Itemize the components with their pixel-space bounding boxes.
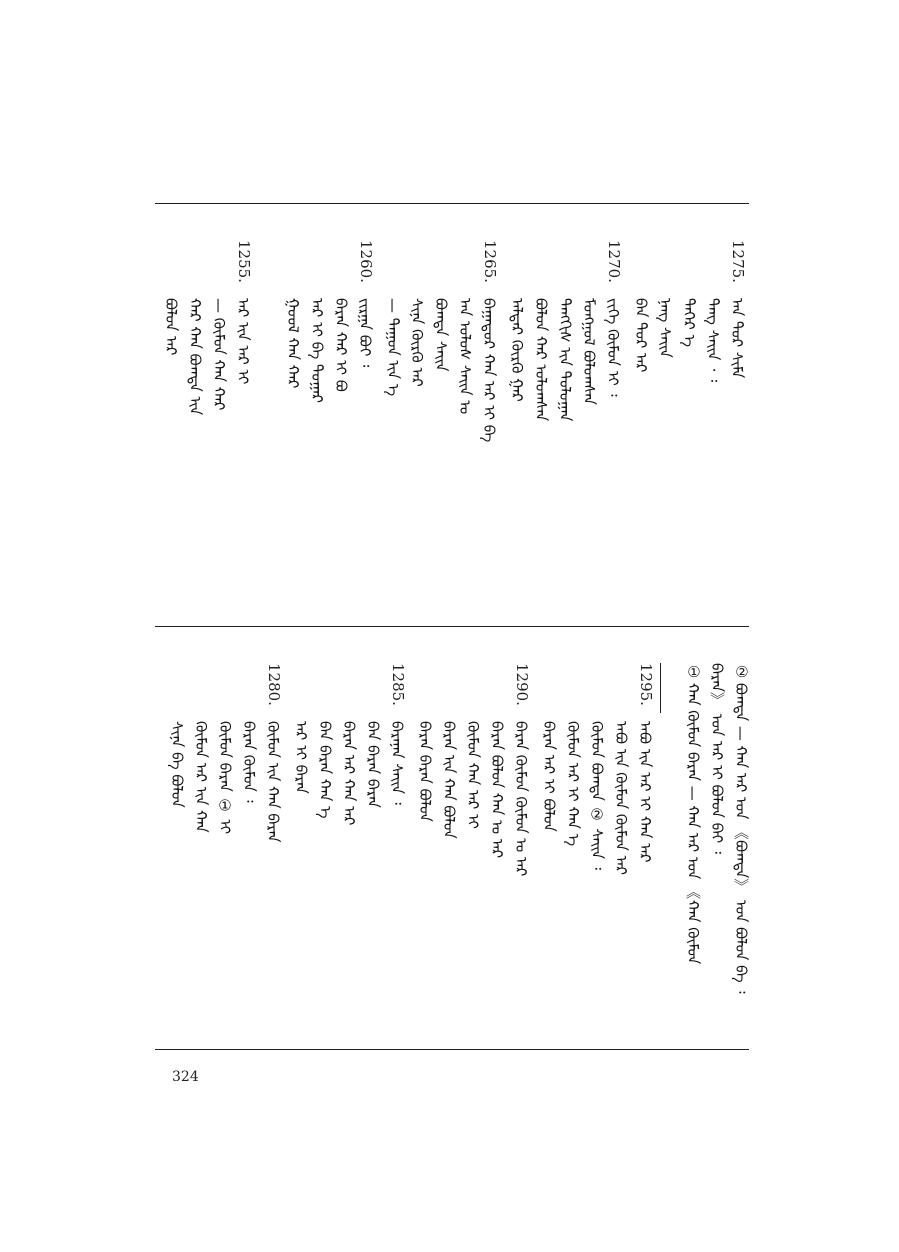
verse-text: ᠠᠷ ᠢᠨ ᠠᠷ ᠢ [234,298,252,385]
page-number: 324 [172,1069,199,1085]
verse-column [405,240,427,600]
footnote-column [681,663,703,1023]
verse-column [361,663,383,1023]
verse-text: ᠠᠨ ᠳᠤᠷ ᠰᠢᠮᠡ [728,298,746,379]
footnote-column [729,663,751,1023]
verse-text: ᠪᠣᠭᠳᠠ ᠰᠠᠢᠨ [432,298,450,372]
verse-text: ᠪᠠᠷᠠᠨ ᠬᠦᠮᠦᠨ ᠬᠦᠮᠦᠨ ᠤ ᠠᠷ [512,721,530,877]
verse-text: ᠠᠷ ᠢ ᠪᠠ ᠳᠤᠭᠠᠷ [308,298,326,403]
verse-column [437,663,459,1023]
verse-column [477,240,499,600]
verse-column [337,663,359,1023]
verse-text: ᠪᠠᠷᠠᠨ ᠠᠷ ᠢ ᠪᠣᠯᠣᠨ [540,721,558,832]
verse-column [609,663,631,1023]
verse-column [601,240,623,600]
verse-text: ᠰᠢᠨᠡ ᠬᠦᠷᠬᠦ ᠠᠷ [408,298,426,387]
verse-column [313,663,335,1023]
verse-text: ᠪᠣᠯᠣᠨ ᠬᠠᠷ ᠤᠯᠤᠭᠰᠠᠨ [532,298,550,422]
line-number: 1270. [605,240,623,283]
verse-column [585,663,607,1023]
verse-text: ᠭᠣᠣᠯ ᠬᠠᠨ ᠬᠠᠷ [284,298,302,389]
verse-text: ᠪᠠᠷᠠᠨ ᠬᠦᠮᠦᠨ ᠄ [240,721,258,803]
verse-column [633,663,655,1023]
verse-column [577,240,599,600]
footnote-text: ᠪᠣᠭᠳᠠ — ᠬᠠᠨ ᠠᠷ ᠤᠨ 《ᠪᠣᠭᠳᠠ》 ᠤᠨ ᠪᠣᠯᠣᠨ ᠪᠡ ᠄ [732,683,750,994]
verse-text: ᠪᠠᠷᠠᠨ ᠢᠨ ᠬᠠᠨ ᠪᠣᠯᠣᠨ [440,721,458,839]
verse-column [725,240,747,600]
verse-text: ᠬᠦᠮᠦᠨ ᠠᠷ ᠢᠨ ᠬᠠᠨ [192,721,210,833]
verse-column [453,240,475,600]
bottom-text-panel [155,627,749,1048]
verse-column [189,663,211,1023]
footnote-marker: ① [685,663,703,681]
verse-column [561,663,583,1023]
verse-text: ᠠᠯᠳᠠᠷ ᠬᠦᠷᠬᠦ ᠭᠠᠷ [508,298,526,402]
verse-column [237,663,259,1023]
verse-column [385,663,407,1023]
line-number: 1275. [729,240,747,283]
verse-text: ᠵᠢᠷᠭᠠ ᠪᠤᠢ ᠄ [356,298,374,368]
verse-text: ᠠᠪᠤ ᠢᠨ ᠬᠦᠮᠦᠨ ᠬᠦᠮᠦᠨ ᠠᠷ [612,721,630,875]
verse-column [381,240,403,600]
bottom-rule [155,1049,749,1050]
verse-text: ᠰᠢᠨᠡ ᠪᠠ ᠪᠣᠯᠣᠨ [168,721,186,808]
verse-text: ᠬᠦᠮᠦᠨ ᠢᠨ ᠬᠠᠨ ᠪᠠᠷᠠᠨ [264,721,282,843]
verse-column [677,240,699,600]
verse-text: — ᠬᠦᠮᠦᠨ ᠬᠠᠨ ᠬᠠᠷ [210,298,228,411]
verse-text: — ᠳᠠᠭᠤᠨ ᠢᠨ ᠡ [384,298,402,397]
verse-text: ᠠᠷ ᠢ ᠪᠠᠷᠠᠨ [292,721,310,794]
line-number: 1255. [235,240,253,283]
line-number: 1295. [637,663,655,706]
verse-text: ᠬᠦᠮᠦᠨ ᠪᠠᠷᠠᠨ ① ᠢ [216,721,234,835]
verse-column [353,240,375,600]
verse-column [653,240,675,600]
verse-text: ᠲᠡᠩᠭᠢᠰ ᠢᠨ ᠳᠣᠯᠤᠭᠠᠨ [556,298,574,422]
verse-text: ᠮᠣᠩᠭᠣᠯ ᠪᠤᠯᠤᠭᠰᠠᠨ [580,298,598,405]
line-number: 1290. [513,663,531,706]
verse-text: ᠬᠦᠮᠦᠨ ᠪᠣᠭᠳᠠ ② ᠰᠠᠢᠨ ᠄ [588,721,606,870]
verse-text: ᠪᠠᠨ ᠳᠤᠷ ᠠᠷ [632,298,650,373]
verse-column [289,663,311,1023]
footnote-separator [660,663,661,713]
verse-column [183,240,205,600]
verse-column [553,240,575,600]
verse-text: ᠳᠡᠭᠡᠷ ᠡ [680,298,698,347]
verse-column [329,240,351,600]
footnote-text: ᠪᠠᠷᠠᠨ》 ᠤᠨ ᠠᠷ ᠢ ᠪᠣᠯᠣᠨ ᠪᠠᠢ ᠄ [708,663,726,854]
footnote-marker: ② [733,663,751,681]
line-number: 1285. [389,663,407,706]
verse-text: ᠪᠠᠷᠠᠨ ᠠᠷ ᠬᠠᠨ ᠠᠷ [340,721,358,826]
verse-column [281,240,303,600]
verse-text: ᠪᠠᠷᠠᠨ ᠪᠣᠯᠣᠨ ᠬᠠᠨ ᠤ ᠠᠷ [488,721,506,859]
verse-column [305,240,327,600]
verse-text: ᠪᠠᠨ ᠪᠠᠷᠠᠨ ᠬᠠᠨ ᠡ [316,721,334,819]
verse-column [413,663,435,1023]
line-number: 1265. [481,240,499,283]
footnote-text: ᠬᠠᠨ ᠬᠦᠮᠦᠨ ᠪᠠᠷᠠᠨ — ᠬᠠᠨ ᠠᠷ ᠤᠨ 《ᠬᠠᠨ ᠬᠦᠮᠦᠨ [684,683,702,965]
verse-text: ᠪᠠᠷᠠᠨ ᠪᠠᠷᠠᠨ ᠪᠣᠯᠣᠨ [416,721,434,822]
verse-column [485,663,507,1023]
verse-text: ᠪᠠᠨ ᠪᠠᠷᠠᠨ ᠪᠠᠷᠠᠨ [364,721,382,808]
verse-text: ᠵᠢᠭᠡ ᠬᠦᠮᠦᠨ ᠢ ᠄ [604,298,622,397]
verse-column [429,240,451,600]
verse-column [629,240,651,600]
verse-column [231,240,253,600]
verse-column [509,663,531,1023]
verse-text: ᠬᠦᠮᠦᠨ ᠠᠷ ᠢ ᠬᠠᠨ ᠡ [564,721,582,847]
verse-text: ᠨᠡᠩ ᠰᠠᠢᠨ [656,298,674,358]
verse-column [701,240,723,600]
verse-text: ᠳᠠᠩ ᠰᠠᠢᠨ ᠂ ᠄ [704,298,722,383]
verse-text: ᠪᠠᠷᠠᠨᠠᠨ ᠰᠠᠢᠨ ᠄ [388,721,406,805]
verse-column [165,663,187,1023]
verse-column [537,663,559,1023]
verse-column [207,240,229,600]
verse-text: ᠪᠠᠭᠠᠲᠤᠷ ᠬᠠᠨ ᠠᠷ ᠢ ᠪᠡ [480,298,498,443]
verse-column [529,240,551,600]
verse-column [261,663,283,1023]
verse-column [159,240,181,600]
top-text-panel [155,204,749,625]
verse-column [505,240,527,600]
verse-column [213,663,235,1023]
verse-text: ᠬᠦᠮᠦᠨ ᠬᠠᠨ ᠠᠷ ᠢ [464,721,482,829]
verse-text: ᠬᠠᠷ ᠬᠠᠨ ᠪᠣᠭᠳᠠ ᠢᠨ [186,298,204,416]
line-number: 1280. [265,663,283,706]
verse-text: ᠪᠣᠯᠣᠨ ᠠᠷ [162,298,180,356]
line-number: 1260. [357,240,375,283]
verse-text: ᠠᠪᠤ ᠢᠨ ᠠᠷ ᠢ ᠬᠠᠨ ᠠᠷ [636,721,654,863]
verse-text: ᠠᠨ ᠤᠯᠤᠰ ᠰᠠᠢᠨ ᠤ [456,298,474,415]
verse-column [461,663,483,1023]
footnote-column [705,663,727,1023]
verse-text: ᠪᠠᠷᠠᠨ ᠬᠠᠷ ᠢ ᠪᠣ [332,298,350,392]
